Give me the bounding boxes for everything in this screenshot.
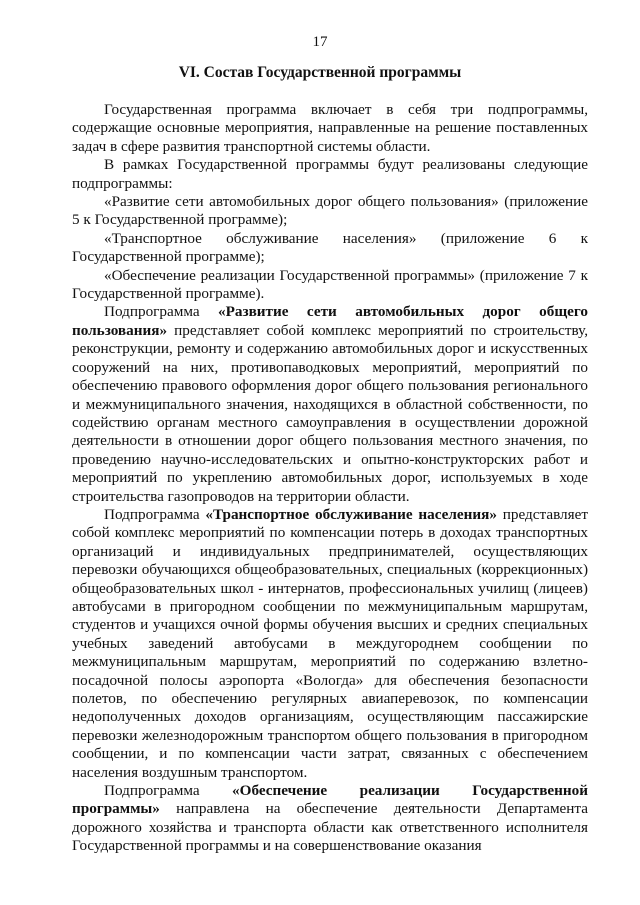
paragraph-body: представляет собой комплекс мероприятий по строительству, реконструкции, ремонту и содержанию автомобильных дорог и искусственных сооружений на них, противопаводковых мероприятий, мероприятий по обеспечению правового оформления дорог общего пользования регионального и межмуниципального значения, находящихся в областной собственности, по содействию органам местного самоуправления в осуществлении дорожной деятельности в отношении дорог общего пользования местного значения, по проведению научно-исследовательских и опытно-конструкторских работ и мероприятий по укреплению автомобильных дорог, используемых в ходе строительства газопроводов на территории области. xyxy=(72,321,588,505)
section-title: VI. Состав Государственной программы xyxy=(178,64,462,81)
subprogram-name-transport: «Транспортное обслуживание населения» xyxy=(205,505,497,523)
paragraph-intro: Государственная программа включает в себя три подпрограммы, содержащие основные мероприятия, направленные на решение поставленных задач в сфере развития транспортной системы области. xyxy=(72,101,588,155)
paragraph-subprogram-provision-ref: «Обеспечение реализации Государственной программы» (приложение 7 к Государственной программе). xyxy=(72,266,588,303)
page-number: 17 xyxy=(312,34,328,50)
body-text xyxy=(72,101,588,856)
paragraph-subprogram-roads-ref: «Развитие сети автомобильных дорог общего пользования» (приложение 5 к Государственной программе); xyxy=(72,193,588,229)
paragraph-roads-subprogram xyxy=(72,303,588,505)
paragraph-lead: Подпрограмма xyxy=(104,505,206,523)
paragraph-lead: Подпрограмма xyxy=(104,782,233,800)
paragraph-subprograms-intro: В рамках Государственной программы будут реализованы следующие подпрограммы: xyxy=(72,156,588,192)
paragraph-provision-subprogram xyxy=(72,782,588,856)
paragraph-body: направлена на обеспечение деятельности Департамента дорожного хозяйства и транспорта области как ответственного исполнителя Государственной программы и на совершенствование оказания xyxy=(72,800,588,855)
paragraph-transport-subprogram xyxy=(72,506,588,782)
paragraph-lead: Подпрограмма xyxy=(104,303,219,321)
subprogram-name-provision: «Обеспечение реализации Государственной программы» xyxy=(72,782,589,818)
paragraph-subprogram-transport-ref: «Транспортное обслуживание населения» (приложение 6 к Государственной программе); xyxy=(72,229,588,266)
paragraph-body: представляет собой комплекс мероприятий по компенсации потерь в доходах транспортных организаций и индивидуальных предпринимателей, осуществляющих перевозки обучающихся общеобразовательных, специальных (коррекционных) общеобразовательных школ - интернатов, профессиональных училищ (лицеев) автобусами в пригородном сообщении по межмуниципальным маршрутам, студентов и учащихся очной формы обучения высших и средних специальных учебных заведений автобусами в междугороднем сообщении по межмуниципальным маршрутам, мероприятий по содержанию взлетно-посадочной полосы аэропорта «Вологда» для обеспечения безопасности полетов, по обеспечению регулярных авиаперевозок, по компенсации недополученных доходов организациям, осуществляющим пассажирские перевозки железнодорожным транспортом общего пользования в пригородном сообщении, и по компенсации части затрат, связанных с обеспечением населения воздушным транспортом. xyxy=(72,505,588,781)
subprogram-name-roads: «Развитие сети автомобильных дорог общего пользования» xyxy=(72,303,589,339)
